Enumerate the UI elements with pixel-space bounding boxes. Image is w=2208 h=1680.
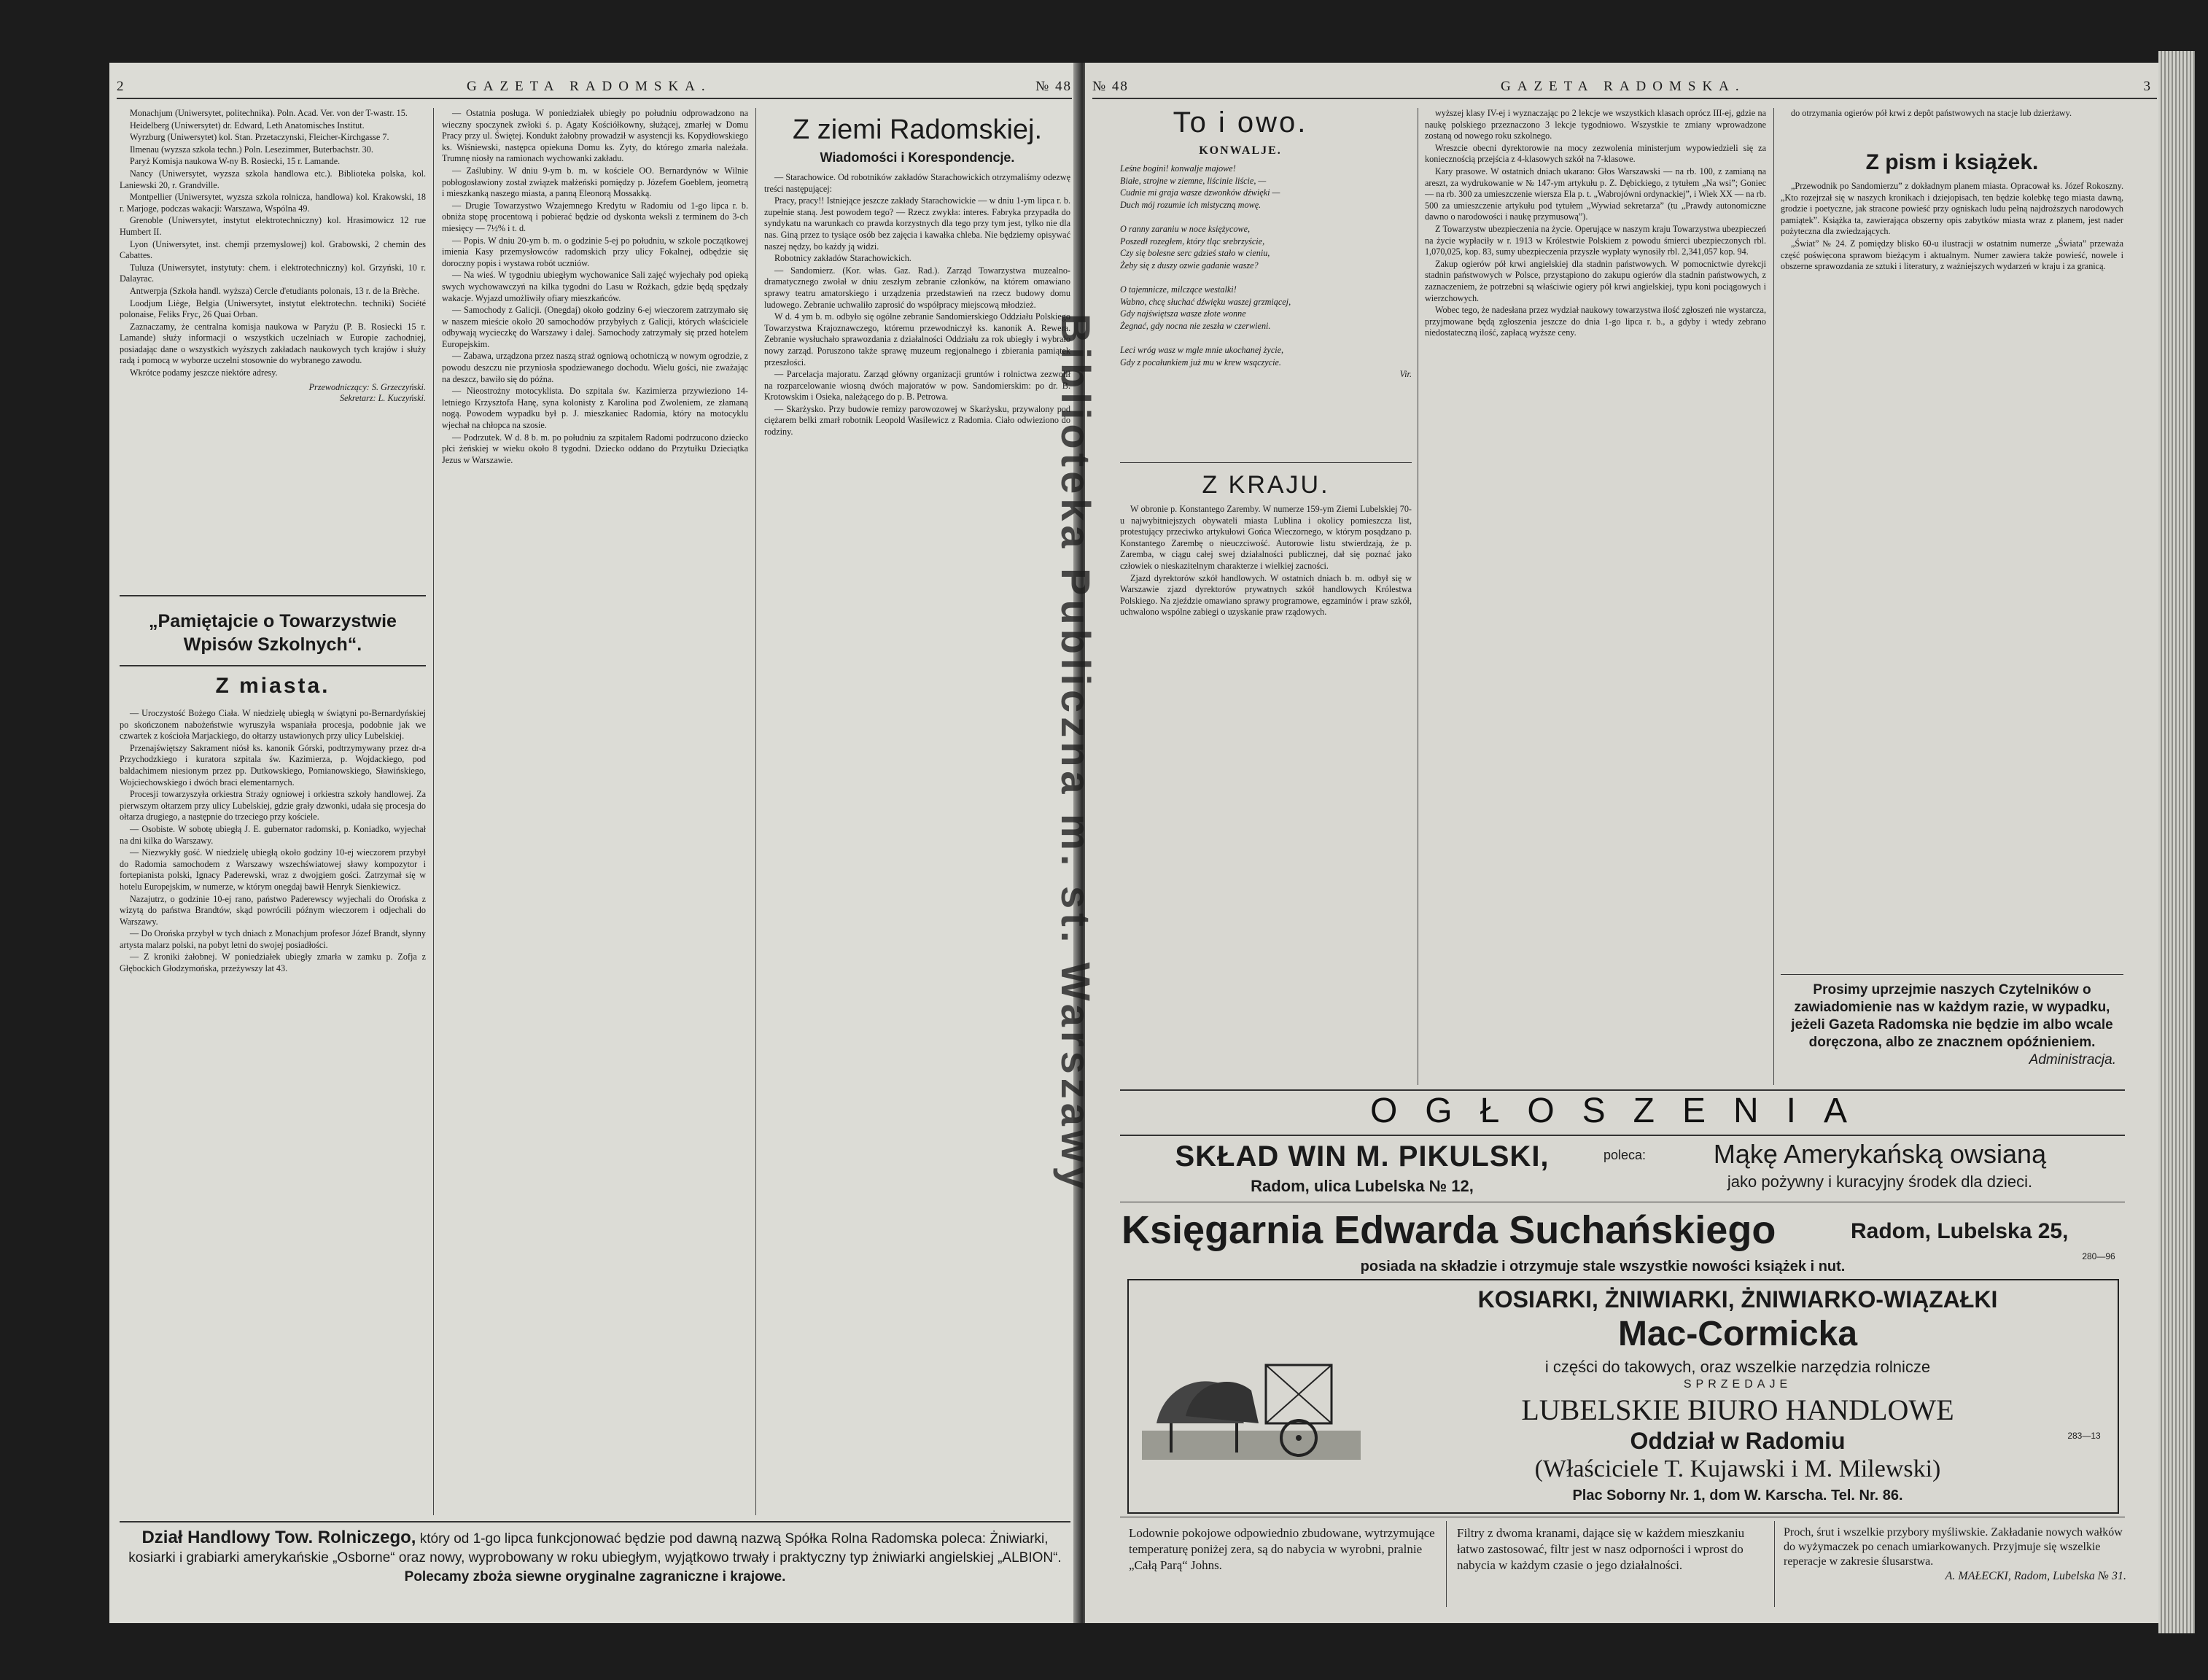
news-paragraph: — Uroczystość Bożego Ciała. W niedzielę ubiegłą w świątyni po-Bernardyńskiej po skończonem nabożeństwie wyruszyła wspaniała procesja, podobnie jak we czwartek z kościoła Marjackiego, do ołtarzy ustawionych przy ulicy Lubelskiej. [120, 708, 426, 742]
bookshop-ad-title: Księgarnia Edwarda Suchańskiego [1122, 1208, 1776, 1252]
poem-title: KONWALJE. [1199, 144, 1282, 157]
poem-line: O tajemnicze, milczące westalki! [1120, 284, 1237, 295]
divider [1120, 462, 1412, 463]
column-rule [1774, 1521, 1775, 1607]
hunting-ad-text: Proch, śrut i wszelkie przybory myśliwskie. Zakładanie nowych wałków do wyżymaczek po cenach umiarkowanych. Przyjmuje się wszelkie reperacje w zakresie ślusarstwa. [1784, 1526, 2123, 1568]
mac-ad-parts: i części do takowych, oraz wszelkie narzędzia rolnicze [1544, 1358, 1931, 1376]
hunting-ad [1784, 1525, 2126, 1609]
section-subtitle: Wiadomości i Korespondencje. [820, 150, 1015, 165]
column-rule [433, 108, 434, 1515]
news-paragraph: — Na wieś. W tygodniu ubiegłym wychowanice Sali zajęć wyjechały pod opieką swych wychowawczyń na kilka tygodni do Lasu w Rożkach, gdzie będą spędzały wakacje. Wyjazd umożliwiły ofiary mieszkańców. [442, 270, 748, 303]
mac-ad-code: 283—13 [2067, 1431, 2101, 1441]
news-paragraph: — Skarżysko. Przy budowie remizy parowozowej w Skarżysku, przywalony pod ciężarem belki zmarł robotnik Leopold Wasilewicz z Radomia. Ciało odwieziono do rodziny. [764, 403, 1070, 438]
bottom-ad-text: który od 1-go lipca funkcjonować będzie pod dawną nazwą Spółka Rolna Radomska poleca: Żniwiarki, kosiarki i grabiarki amerykańskie „Osborne“ oraz nowy, wyprobowany w roku ubiegłym, wyjątkowo trwały i praktyczny typ żniwiarki angielskiej „ALBION“. [128, 1531, 1062, 1566]
address-paragraph: Wkrótce podamy jeszcze niektóre adresy. [130, 368, 278, 378]
poem-line: Żeby się z duszy ozwie gadanie wasze? [1120, 260, 1259, 271]
wine-ad-title: SKŁAD WIN M. PIKULSKI, [1175, 1140, 1550, 1172]
left-page [109, 63, 1079, 1623]
harvester-illustration [1142, 1307, 1361, 1474]
bottom-ad-spolka-rolna [127, 1528, 1063, 1587]
bottom-ad-note: Polecamy zboża siewne oryginalne zagraniczne i krajowe. [404, 1569, 786, 1584]
address-paragraph: Tuluza (Uniwersytet, instytuty: chem. i elektrotechniczny) kol. Grzyński, 10 r. Dalayrac. [120, 262, 426, 284]
address-paragraph: Paryż Komisja naukowa W-ny B. Rosiecki, 15 r. Lamande. [130, 156, 341, 167]
divider [1120, 1135, 2125, 1136]
news-paragraph: Kary prasowe. W ostatnich dniach ukarano: Głos Warszawski — na rb. 100, z zamianą na areszt, za wydrukowanie w № 147-ym artykułu p. Z. Dębickiego, z tytułem „Na wsi”; Goniec — na rb. 300 za umieszczenie wiersza Ela p. t. „Wabrojówni ordynackiej”, i Wiek XX — na rb. 500 za umieszczenie artykułu pod tytułem „Wywiad sekretarza” (tu „Prawdy autonomiczne dawno o narodowości i naukę przymusową”). [1425, 166, 1766, 222]
address-paragraph: Ilmenau (wyzsza szkola techn.) Poln. Lesezimmer, Buterbachstr. 30. [130, 144, 373, 155]
news-paragraph: — Do Orońska przybył w tych dniach z Monachjum profesor Józef Brandt, słynny artysta malarz polski, na pobyt letni do swojej posiadłości. [120, 928, 426, 950]
news-paragraph: — Drugie Towarzystwo Wzajemnego Kredytu w Radomiu od 1-go lipca r. b. obniża stopę procentową i pobierać będzie od dyskonta weksli z terminem do 3-ch miesięcy — 7½% i t. d. [442, 200, 748, 233]
poem-line [1120, 272, 1412, 284]
news-paragraph: W obronie p. Konstantego Zaremby. W numerze 159-ym Ziemi Lubelskiej 70-u najwybitniejszych obywateli miasta Lublina i okolicy pomieszcza list, protestujący przeciwko artykułowi Gońca Wieczornego, w którym posądzano p. Konstantego Zarembę o nieuczciwość. Autorowie listu stwierdzają, że p. Zaremba, w ciągu całej swej działalności publicznej, dał się poznać jako człowiek o nieskazitelnym charakterze i wielkiej zacności. [1120, 504, 1412, 571]
address-paragraph: Lyon (Uniwersytet, inst. chemji przemyslowej) kol. Grabowski, 2 chemin des Cabattes. [120, 238, 426, 261]
address-paragraph: Zaznaczamy, że centralna komisja naukowa w Paryżu (P. B. Rosiecki 15 r. Lamande) służy informacji o wszystkich uczelniach w Europie zachodniej, posiadając dane o wszystkich wyższych zakładach naukowych tych krajów i służy radą i pomocą w wyborze uczelni stosownie do wybranego zawodu. [120, 321, 426, 366]
address-paragraph: Antwerpja (Szkoła handl. wyższa) Cercle d'etudiants polonais, 13 r. de la Brèche. [130, 285, 420, 296]
poem-line [1120, 211, 1412, 223]
right-colA [1120, 504, 1412, 1080]
right-header-title: GAZETA RADOMSKA. [1501, 79, 1746, 94]
news-paragraph: W d. 4 ym b. m. odbyło się ogólne zebranie Sandomierskiego Oddziału Polskiego Towarzystwa Krajoznawczego, któremu przewodniczył ks. kanonik A. Rewera. Zebranie wysłuchało sprawozdania z działalności Oddziału za rok ubiegły i wybrało nowy zarząd. Poruszono także sprawę muzeum regjonalnego i zbierania pamiątek przeszłości. [764, 311, 1070, 368]
news-paragraph: Pracy, pracy!! Istniejące jeszcze zakłady Starachowickie — w dniu 1-ym lipca r. b. zupełnie staną. Jest powodem tego? — Rzecz zwykła: interes. Fabryka przypadła do syndykatu na warunkach co prawda korzystnych dla tego przy tym jest, tylko nie dla nas. Giną przez to tysiące osób bez zajęcia i kawałka chleba. Nie będziemy opisywać naszej nędzy, bo każdy ją widzi. [764, 195, 1070, 252]
notice-text: Prosimy uprzejmie naszych Czytelników o zawiadomienie nas w każdym razie, w wypadku, jeżeli Gazeta Radomska nie będzie im albo wcale doręczona, albo ze znacznem opóźnieniem. [1791, 982, 2113, 1050]
poem-line: Leśne bogini! konwalje majowe! [1120, 163, 1236, 174]
mac-ad-address: Plac Soborny Nr. 1, dom W. Karscha. Tel. Nr. 86. [1572, 1488, 1903, 1504]
poem-line: Gdy najświętsza wasze złote wonne [1120, 308, 1246, 319]
right-page [1085, 63, 2164, 1623]
review-paragraph: „Świat” № 24. Z pomiędzy blisko 60-u ilustracji w ostatnim numerze „Świata” przeważa część poświęcona sprawom bieżącym i aktualnym. Numer zawiera także powieść, nowele i obszerne sprawozdania ze sztuki i literatury, z ważniejszych wydarzeń w kraju i za granicą. [1781, 238, 2123, 272]
library-stamp-text: Biblioteka Publiczna m. st. Warszawy [1053, 314, 1099, 1194]
page-edges [2158, 51, 2195, 1633]
news-paragraph: — Sandomierz. (Kor. włas. Gaz. Rad.). Zarząd Towarzystwa muzealno-dramatycznego zwołał w dniu zeszłym zebranie członków, na którem omawiano sprawy teatru amatorskiego i urządzenia przedstawień na rzecz budowy domu ludowego. Zebranie uchwaliło zaprosić do współpracy miejscową młodzież. [764, 265, 1070, 310]
filter-ad: Filtry z dwoma kranami, dające się w każdem mieszkaniu łatwo zastosować, filtr jest w nasz odporności i wprost do nabycia w każdym czasie o jego działalności. [1457, 1526, 1745, 1572]
news-paragraph: Z Towarzystw ubezpieczenia na życie. Operujące w naszym kraju Towarzystwa ubezpieczeń na życie wypłaciły w r. 1913 w Królestwie Polskiem z powodu śmierci ubezpieczonych rbl. 1,070,025, kop. 83, sumy ubezpieczenia przyszłe wypłaty wynosiły rbl. 2,341,057 kop. 94. [1425, 223, 1766, 257]
news-paragraph: wyższej klasy IV-ej i wyznaczając po 2 lekcje we wszystkich klasach oprócz III-ej, gdzie na naukę polskiego przeznaczono 3 lekcje tygodniowo. Wszystkie te zmiany wprowadzone zostaną od nowego roku szkolnego. [1425, 108, 1766, 141]
news-paragraph: Wreszcie obecni dyrektorowie na mocy zezwolenia ministerjum wypowiedzieli się za koniecznością przejścia z 4-klasowych szkół na 7-klasowe. [1425, 142, 1766, 165]
news-paragraph: — Nieostrożny motocyklista. Do szpitala św. Kazimierza przywieziono 14-letniego Krzysztofa Hanę, syna kolonisty z Karolina pod Zwoleniem, ze złamaną nogą. Powodem wypadku był p. J. mieszkaniec Radomia, który na motocyklu wjechał na chłopca na szosie. [442, 386, 748, 431]
column-rule [1773, 108, 1774, 1085]
news-paragraph: — Podrzutek. W d. 8 b. m. po południu za szpitalem Radomi podrzucono dziecko płci żeńskiej w wieku około 8 tygodni. Dziecko oddano do Przytułku Dzieciątka Jezus w Warszawie. [442, 432, 748, 465]
news-paragraph: — Samochody z Galicji. (Onegdaj) około godziny 6-ej wieczorem zatrzymało się w naszem mieście około 20 samochodów przybyłych z Galicji, których właściciele odbywają wycieczkę do Warszawy i dalej. Samochody zatrzymały się przed hotelem Europejskim. [442, 305, 748, 349]
news-paragraph: — Starachowice. Od robotników zakładów Starachowickich otrzymaliśmy odezwę treści następującej: [764, 172, 1070, 194]
library-stamp [1053, 314, 1114, 1371]
bookshop-ad-sub: posiada na składzie i otrzymuje stale wszystkie nowości książek i nut. [1360, 1259, 1846, 1275]
signature-secretary: Sekretarz: L. Kuczyński. [339, 393, 426, 404]
poem-line: Żegnać, gdy nocna nie zeszła w czerwieni. [1120, 320, 1271, 331]
news-paragraph: — Ostatnia posługa. W poniedziałek ubiegły po południu odprowadzono na wieczny spoczynek zwłoki ś. p. Agaty Kościółkowny, służącej, zmarłej w Domu Pracy przy ul. Świętej. Kondukt żałobny prowadził w asystencji ks. Kopydłowskiego ks. Wiśniewski, następca opiekuna Domu ks. Zyty, do którego zmarła należała. Trumnę niosły na ramionach wychowanki zakładu. [442, 108, 748, 164]
poem-line: Białe, strojne w ziemne, liścinie liście, — [1120, 175, 1267, 186]
mac-ad-top: KOSIARKI, ŻNIWIARKI, ŻNIWIARKO-WIĄZAŁKI [1477, 1286, 1998, 1312]
ice-box-ad: Lodownie pokojowe odpowiednio zbudowane, wytrzymujące temperaturę poniżej zera, są do nabycia w wyrobni, pralnie „Całą Parą“ Johns. [1129, 1526, 1435, 1572]
news-paragraph: Robotnicy zakładów Starachowickich. [774, 253, 911, 264]
mac-cormick-ad-box [1127, 1279, 2119, 1514]
divider [120, 665, 426, 666]
address-paragraph: Loodjum Liège, Belgia (Uniwersytet, instytut elektrotechn. techniki) Société polonaise, Feliks Fryc, 26 Quai Orban. [120, 298, 426, 320]
bookshop-ad-code: 280—96 [2082, 1251, 2115, 1261]
review-paragraph: „Przewodnik po Sandomierzu” z dokładnym planem miasta. Opracował ks. Józef Rokoszny. „Kto rozejrzał się w naszych kronikach i dziejopisach, ten będzie kolebkę tego miasta dawną, grodzie i poetyczne, jak stracone powieść przy ogniskach ludu pełną najdroższych narodowych pamiątek”. Książka ta, zawierająca obszerny opis zabytków miasta wraz z planem, jest nader pożyteczna dla zwiedzających. [1781, 181, 2123, 237]
address-paragraph: Wyrzburg (Uniwersytet) kol. Stan. Przetaczynski, Fleicher-Kirchgasse 7. [130, 132, 389, 143]
poem-line: Poszedł rozegłem, który tląc srebrzyście, [1120, 236, 1265, 246]
left-page-number: 2 [117, 79, 131, 94]
bottom-ad-title: Dział Handlowy Tow. Rolniczego, [141, 1528, 416, 1547]
left-header-title: GAZETA RADOMSKA. [467, 79, 712, 94]
address-paragraph: Monachjum (Uniwersytet, politechnika). Poln. Acad. Ver. von der T-wastr. 15. [130, 108, 408, 118]
news-paragraph: Wobec tego, że nadesłana przez wydział naukowy towarzystwa ilość zgłoszeń nie wystarcza, przyjmowane będą zgłoszenia jeszcze do dnia 1-go lipca r. b., a gdyby i wtedy zebrano niedostateczną ilość, zapłacą wyższe ceny. [1425, 305, 1766, 338]
news-paragraph: — Osobiste. W sobotę ubiegłą J. E. gubernator radomski, p. Koniadko, wyjechał na dni kilka do Warszawy. [120, 823, 426, 846]
address-paragraph: Montpellier (Uniwersytet, wyzsza szkola rolnicza, handlowa) kol. Krakowski, 18 r. Marjoge, podczas wakacji: Warszawa, Wspólna 49. [120, 192, 426, 214]
mac-ad-owners: (Właściciele T. Kujawski i M. Milewski) [1534, 1455, 1941, 1482]
box-title: „Pamiętajcie o Towarzystwie Wpisów Szkolnych“. [149, 611, 397, 655]
news-paragraph: Nazajutrz, o godzinie 10-ej rano, państwo Paderewscy wyjechali do Orońska z wizytą do państwa Brandtów, skąd powrócili późnym wieczorem i odjechali do Warszawy. [120, 893, 426, 927]
news-paragraph: Zjazd dyrektorów szkół handlowych. W ostatnich dniach b. m. odbył się w Warszawie zjazd dyrektorów prywatnych szkół handlowych Królestwa Polskiego. Na zjeździe omawiano sprawy programowe, egzaminów i praw szkół, uchwalono wspólne zabiegi o uzyskanie praw rządowych. [1120, 572, 1412, 618]
poem-line: Leci wróg wasz w mgle mnie ukochanej życie, [1120, 344, 1284, 355]
section-title-z-ziemi: Z ziemi Radomskiej. [792, 114, 1043, 145]
poleca-label: poleca: [1603, 1148, 1647, 1162]
poem-author: Vir. [1399, 369, 1412, 380]
news-paragraph: — Z kroniki żałobnej. W poniedziałek ubiegły zmarła w zamku p. Zofja z Głębockich Głodzymońska, przeżywszy lat 43. [120, 952, 426, 974]
news-paragraph: Procesji towarzyszyła orkiestra Straży ogniowej i orkiestra szkoły handlowej. Za pierwszym ołtarzem przy ulicy Lubelskiej, gdzie grały dzwonki, udała się procesja do ołtarza drugiego, a następnie do trzeciego przy kościele. [120, 789, 426, 822]
right-colB [1425, 108, 1766, 1085]
section-title-z-kraju: Z KRAJU. [1202, 471, 1330, 499]
poem-section-title: To i owo. [1173, 106, 1308, 139]
left-page-header [117, 79, 1072, 99]
hunting-ad-sign: A. MAŁECKI, Radom, Lubelska № 31. [1945, 1570, 2126, 1582]
poem-line: Duch mój rozumie ich mistyczną mowę. [1120, 199, 1262, 210]
left-col1-news [120, 708, 426, 1510]
left-col2 [442, 108, 748, 1515]
mac-ad-bureau: LUBELSKIE BIURO HANDLOWE [1521, 1393, 1954, 1426]
left-col3 [764, 172, 1070, 1515]
right-page-number: 3 [2143, 79, 2157, 94]
poem [1120, 163, 1412, 455]
news-paragraph: — Zabawa, urządzona przez naszą straż ogniową ochotniczą w nowym ogrodzie, z powodu deszczu nie przyniosła spodziewanego dochodu. Wielu gości, nie zważając na deszcz, bawiło się do późna. [442, 351, 748, 384]
mac-ad-sprzedaje: SPRZEDAJE [1683, 1378, 1792, 1391]
ads-heading: OGŁOSZENIA [1369, 1092, 1875, 1130]
poem-line [1120, 332, 1412, 344]
right-issue-number: № 48 [1092, 79, 1129, 94]
wine-ad-address: Radom, ulica Lubelska № 12, [1251, 1177, 1474, 1195]
news-paragraph: — Niezwykły gość. W niedzielę ubiegłą około godziny 10-ej wieczorem przybył do Radomia samochodem z Warszawy wszechświatowej sławy kompozytor i fortepianista polski, Ignacy Paderewski, wraz z dwojgiem gości. Zatrzymał się w hotelu Europejskim, w numerze, w którym onegdaj bawił Henryk Sienkiewicz. [120, 847, 426, 892]
news-paragraph: do otrzymania ogierów pół krwi z depôt państwowych na stacje lub dzierżawy. [1791, 108, 2072, 118]
column-rule [1446, 1521, 1447, 1607]
mac-ad-brand: Mac-Cormicka [1617, 1315, 1858, 1353]
column-rule [755, 108, 756, 1515]
divider [1781, 974, 2123, 975]
left-issue-number: № 48 [1035, 79, 1072, 94]
section-title-books: Z pism i książek. [1865, 150, 2039, 174]
address-paragraph: Grenoble (Uniwersytet, instytut elektrotechniczny) kol. Hrasimowicz 12 rue Humbert II. [120, 215, 426, 237]
poem-line: Wabno, chcę słuchać dźwięku waszej grzmiącej, [1120, 296, 1291, 307]
news-paragraph: — Parcelacja majoratu. Zarząd główny organizacji gruntów i rolnictwa zezwolił na rozparcelowanie wiosną dwóch majoratów w pow. Sandomierskim: po dr. B. Krotowskim i Osieka, należącego do p. B. Petrowa. [764, 369, 1070, 402]
poem-line: O ranny zaraniu w noce księżycowe, [1120, 223, 1251, 234]
address-paragraph: Nancy (Uniwersytet, wyzsza szkola handlowa etc.). Biblioteka polska, kol. Laniewski 20, r. Grandville. [120, 168, 426, 190]
right-colC-books [1781, 181, 2123, 968]
news-paragraph: — Zaślubiny. W dniu 9-ym b. m. w kościele OO. Bernardynów w Wilnie pobłogosławiony został związek małżeński pomiędzy p. Józefem Goeblem, jeometrą i mieszkanką naszego miasta, a panną Eleonorą Mossakką. [442, 165, 748, 199]
news-paragraph: — Popis. W dniu 20-ym b. m. o godzinie 5-ej po południu, w szkole początkowej imienia Kasy przemysłowców radomskich przy ulicy Fokalnej, odbędzie się doroczny popis i wystawa robót uczniów. [442, 235, 748, 268]
mac-ad-branch: Oddział w Radomiu [1630, 1428, 1846, 1454]
poem-line: Cudnie mi graja wasze dzwonków dźwięki — [1120, 187, 1280, 198]
poem-line: Czy się bolesne serc gdzieś stało w cieniu, [1120, 248, 1270, 259]
flour-ad-sub: jako pożywny i kuracyjny środek dla dzieci. [1727, 1172, 2033, 1191]
news-paragraph: Przenajświętszy Sakrament niósł ks. kanonik Górski, podtrzymywany przez dr-a Przychodzkiego i kuratora szpitala św. Kazimierza, p. Wojdackiego, pod baldachimem niesionym przez pp. Dutkowskiego, Pomianowskiego, Sławińskiego, Wojciechowskiego i dwóch braci elementarnych. [120, 742, 426, 788]
right-page-header [1092, 79, 2157, 99]
signature-chairman: Przewodniczący: S. Grzeczyński. [308, 381, 426, 392]
notice-sign: Administracja. [2029, 1052, 2116, 1068]
news-paragraph: Zakup ogierów pół krwi angielskiej dla stadnin państwowych. W pomocnictwie dyrekcji stadnin państwowych w Polsce, przystąpiono do zakupu ogierów dla stadnin państwowych, z zaznaczeniem, że potrzebni są właściwie ogiery pół krwi angielskiej, typu koni pociągowych i wierzchowych. [1425, 258, 1766, 303]
divider [120, 1521, 1070, 1522]
address-paragraph: Heidelberg (Uniwersytet) dr. Edward, Leth Anatomisches Institut. [130, 120, 365, 131]
divider [120, 595, 426, 596]
poem-line: Gdy z pocałunkiem już mu w krew wsączycie. [1120, 357, 1281, 368]
left-col1-intro [120, 108, 426, 589]
section-title-z-miasta: Z miasta. [215, 674, 330, 698]
subscriber-notice [1788, 981, 2116, 1069]
flour-ad: Mąkę Amerykańską owsianą [1713, 1139, 2047, 1169]
bookshop-ad-address: Radom, Lubelska 25, [1851, 1219, 2069, 1243]
